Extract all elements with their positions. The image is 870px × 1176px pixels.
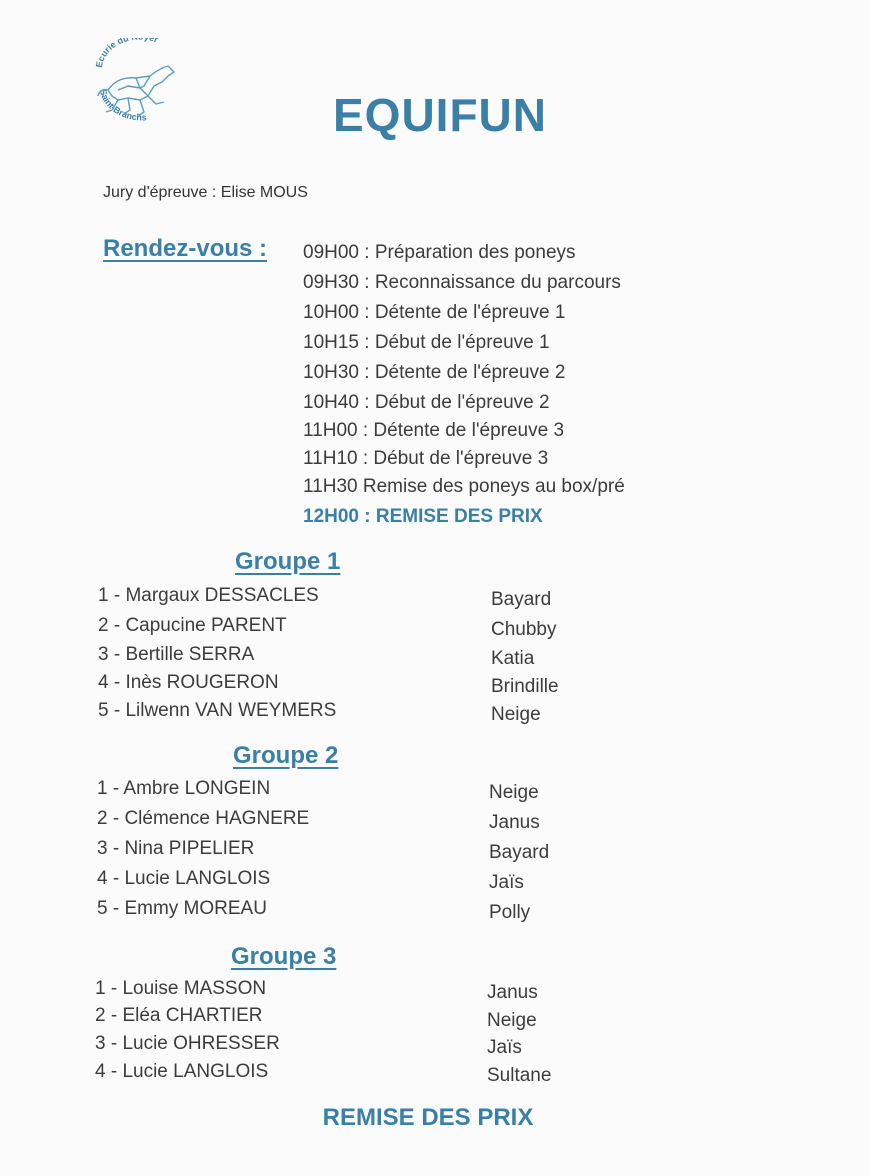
schedule-item: 10H00 : Détente de l'épreuve 1 bbox=[303, 302, 566, 323]
schedule-item: 11H10 : Début de l'épreuve 3 bbox=[303, 448, 549, 469]
rider-name: 3 - Nina PIPELIER bbox=[97, 838, 255, 859]
rider-name: 4 - Lucie LANGLOIS bbox=[97, 868, 271, 889]
schedule-item: 11H00 : Détente de l'épreuve 3 bbox=[303, 420, 565, 441]
rendezvous-label: Rendez-vous : bbox=[103, 235, 268, 262]
rider-name: 4 - Inès ROUGERON bbox=[98, 672, 279, 693]
pony-name: Bayard bbox=[491, 589, 552, 610]
pony-name: Jaïs bbox=[489, 872, 524, 893]
logo-text-bottom: Saint-Branchs bbox=[97, 88, 147, 123]
rider-name: 2 - Eléa CHARTIER bbox=[95, 1005, 263, 1026]
rider-name: 1 - Louise MASSON bbox=[95, 978, 267, 999]
pony-name: Neige bbox=[491, 704, 541, 725]
page-title: EQUIFUN bbox=[333, 89, 547, 141]
schedule-item: 09H30 : Reconnaissance du parcours bbox=[303, 272, 621, 293]
rider-name: 2 - Clémence HAGNERE bbox=[97, 808, 310, 829]
schedule-item-prize: 12H00 : REMISE DES PRIX bbox=[303, 506, 543, 527]
rider-name: 1 - Margaux DESSACLES bbox=[98, 585, 319, 606]
pony-name: Jaïs bbox=[487, 1037, 522, 1058]
rider-name: 3 - Bertille SERRA bbox=[98, 644, 255, 665]
pony-name: Janus bbox=[487, 982, 538, 1003]
svg-text:Ecurie du Noyer bbox=[94, 38, 160, 68]
rider-name: 1 - Ambre LONGEIN bbox=[97, 778, 271, 799]
group-title: Groupe 3 bbox=[231, 943, 337, 970]
pony-name: Janus bbox=[489, 812, 540, 833]
schedule-item: 10H40 : Début de l'épreuve 2 bbox=[303, 392, 550, 413]
pony-name: Neige bbox=[487, 1010, 537, 1031]
schedule-item: 10H15 : Début de l'épreuve 1 bbox=[303, 332, 550, 353]
pony-name: Polly bbox=[489, 902, 531, 923]
schedule-item: 10H30 : Détente de l'épreuve 2 bbox=[303, 362, 566, 383]
rider-name: 4 - Lucie LANGLOIS bbox=[95, 1061, 269, 1082]
rider-name: 5 - Lilwenn VAN WEYMERS bbox=[98, 700, 337, 721]
schedule-item: 09H00 : Préparation des poneys bbox=[303, 242, 576, 263]
pony-name: Neige bbox=[489, 782, 539, 803]
pony-name: Bayard bbox=[489, 842, 550, 863]
pony-name: Chubby bbox=[491, 619, 557, 640]
pony-name: Brindille bbox=[491, 676, 559, 697]
rider-name: 3 - Lucie OHRESSER bbox=[95, 1033, 280, 1054]
schedule-item: 11H30 Remise des poneys au box/pré bbox=[303, 476, 625, 497]
group-title: Groupe 1 bbox=[235, 548, 341, 575]
prize-footer: REMISE DES PRIX bbox=[322, 1104, 534, 1131]
rider-name: 5 - Emmy MOREAU bbox=[97, 898, 267, 919]
jury-line: Jury d'épreuve : Elise MOUS bbox=[103, 184, 308, 201]
rider-name: 2 - Capucine PARENT bbox=[98, 615, 287, 636]
logo-text-top: Ecurie du r bbox=[93, 38, 160, 69]
group-title: Groupe 2 bbox=[233, 742, 339, 769]
pony-name: Katia bbox=[491, 648, 535, 669]
pony-name: Sultane bbox=[487, 1065, 552, 1086]
